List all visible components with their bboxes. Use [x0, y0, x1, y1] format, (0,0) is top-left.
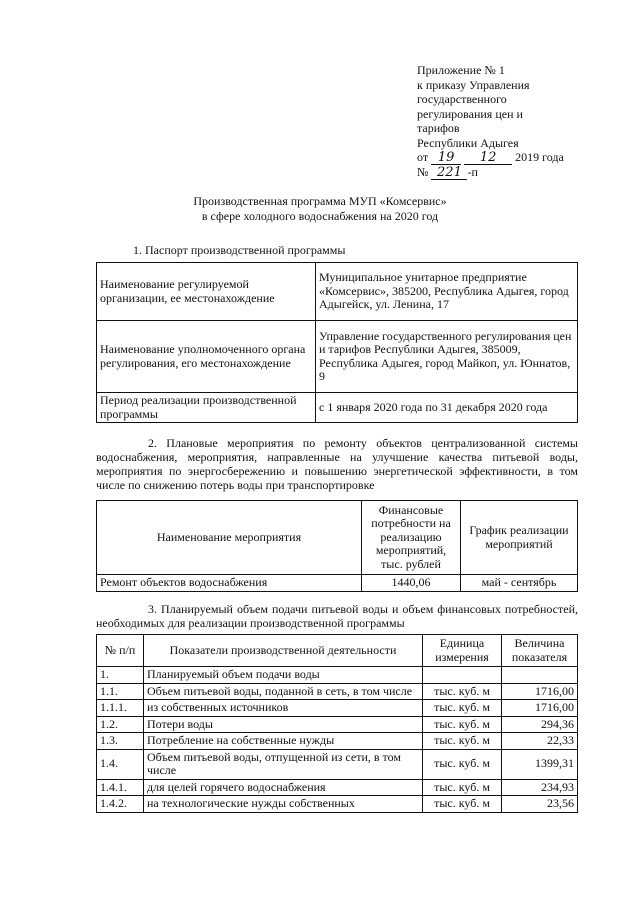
- table-row: [97, 733, 578, 750]
- row-value: 294,36: [502, 716, 578, 733]
- passport-value: Управление государственного регулирования цен и тарифов Республики Адыгея, 385009, Республика Адыгея, город Майкоп, ул. Юннатов, 9: [316, 321, 578, 393]
- row-num: 1.1.1.: [97, 700, 144, 717]
- document-title: [0, 194, 640, 224]
- passport-value: с 1 января 2020 года по 31 декабря 2020 года: [316, 393, 578, 423]
- row-unit: тыс. куб. м: [423, 716, 502, 733]
- row-num: 1.4.2.: [97, 796, 144, 813]
- row-value: 22,33: [502, 733, 578, 750]
- table-row: [97, 667, 578, 684]
- row-num: 1.: [97, 667, 144, 684]
- order-date: [417, 150, 617, 165]
- row-name: Объем питьевой воды, отпущенной из сети, в том числе: [144, 749, 423, 779]
- passport-value: Муниципальное унитарное предприятие «Комсервис», 385200, Республика Адыгея, город Адыгейск, ул. Ленина, 17: [316, 263, 578, 321]
- order-number: [417, 165, 617, 180]
- col-header: Наименование мероприятия: [97, 501, 362, 575]
- table-header-row: [97, 635, 578, 667]
- measure-amount: 1440,06: [362, 575, 461, 592]
- table-row: [97, 263, 578, 321]
- table-row: [97, 749, 578, 779]
- number-suffix: -п: [467, 165, 478, 179]
- appendix-line: Республики Адыгея: [417, 135, 519, 150]
- row-name: для целей горячего водоснабжения: [144, 779, 423, 796]
- appendix-line: регулирования цен и: [417, 106, 523, 121]
- table-row: [97, 575, 578, 592]
- row-num: 1.4.1.: [97, 779, 144, 796]
- measure-name: Ремонт объектов водоснабжения: [97, 575, 362, 592]
- row-name: Планируемый объем подачи воды: [144, 667, 423, 684]
- appendix-line: государственного: [417, 92, 507, 106]
- col-header: График реализации мероприятий: [461, 501, 578, 575]
- row-num: 1.2.: [97, 716, 144, 733]
- row-unit: тыс. куб. м: [423, 700, 502, 717]
- appendix-line: к приказу Управления: [417, 77, 530, 92]
- title-line-1: Производственная программа МУП «Комсервис»: [193, 194, 447, 208]
- row-name: из собственных источников: [144, 700, 423, 717]
- col-header: № п/п: [97, 635, 144, 667]
- row-name: Объем питьевой воды, поданной в сеть, в том числе: [144, 683, 423, 700]
- measures-table: [96, 500, 578, 592]
- row-value: 23,56: [502, 796, 578, 813]
- row-name: Потери воды: [144, 716, 423, 733]
- table-row: [97, 393, 578, 423]
- section-3-paragraph: 3. Планируемый объем подачи питьевой воды и объем финансовых потребностей, необходимых для реализации производственной программы: [96, 602, 578, 630]
- col-header: Величина показателя: [502, 635, 578, 667]
- row-unit: тыс. куб. м: [423, 779, 502, 796]
- table-header-row: [97, 501, 578, 575]
- handwritten-number: 221: [431, 167, 467, 180]
- passport-label: Наименование уполномоченного органа регулирования, его местонахождение: [97, 321, 316, 393]
- row-num: 1.1.: [97, 683, 144, 700]
- table-row: [97, 716, 578, 733]
- table-row: [97, 683, 578, 700]
- row-unit: тыс. куб. м: [423, 796, 502, 813]
- passport-label: Период реализации производственной программы: [97, 393, 316, 423]
- passport-table: [96, 262, 578, 423]
- col-header: Единица измерения: [423, 635, 502, 667]
- measure-schedule: май - сентябрь: [461, 575, 578, 592]
- row-num: 1.4.: [97, 749, 144, 779]
- table-row: [97, 779, 578, 796]
- section-2-paragraph: 2. Плановые мероприятия по ремонту объектов централизованной системы водоснабжения, мероприятия, направленные на улучшение качества питьевой воды, мероприятия по энергосбережению и повышению энергетической эффективности, в том числе по снижению потерь воды при транспортировке: [96, 436, 578, 492]
- row-unit: тыс. куб. м: [423, 733, 502, 750]
- date-prefix: от: [417, 150, 429, 164]
- row-value: [502, 667, 578, 684]
- row-name: Потребление на собственные нужды: [144, 733, 423, 750]
- number-prefix: №: [417, 165, 429, 179]
- table-row: [97, 700, 578, 717]
- date-year: 2019 года: [515, 150, 564, 164]
- row-value: 1399,31: [502, 749, 578, 779]
- row-unit: тыс. куб. м: [423, 749, 502, 779]
- appendix-line: Приложение № 1: [417, 63, 505, 77]
- row-name: на технологические нужды собственных: [144, 796, 423, 813]
- row-num: 1.3.: [97, 733, 144, 750]
- handwritten-month: 12: [464, 152, 512, 165]
- handwritten-day: 19: [431, 152, 461, 165]
- table-row: [97, 796, 578, 813]
- row-unit: тыс. куб. м: [423, 683, 502, 700]
- volume-table: [96, 634, 578, 813]
- section-1-heading: 1. Паспорт производственной программы: [133, 243, 346, 257]
- row-value: 1716,00: [502, 700, 578, 717]
- row-value: 1716,00: [502, 683, 578, 700]
- col-header: Показатели производственной деятельности: [144, 635, 423, 667]
- appendix-block: [417, 63, 617, 180]
- col-header: Финансовые потребности на реализацию мероприятий, тыс. рублей: [362, 501, 461, 575]
- title-line-2: в сфере холодного водоснабжения на 2020 год: [201, 209, 439, 223]
- appendix-line: тарифов: [417, 121, 460, 135]
- table-row: [97, 321, 578, 393]
- passport-label: Наименование регулируемой организации, ее местонахождение: [97, 263, 316, 321]
- row-value: 234,93: [502, 779, 578, 796]
- row-unit: [423, 667, 502, 684]
